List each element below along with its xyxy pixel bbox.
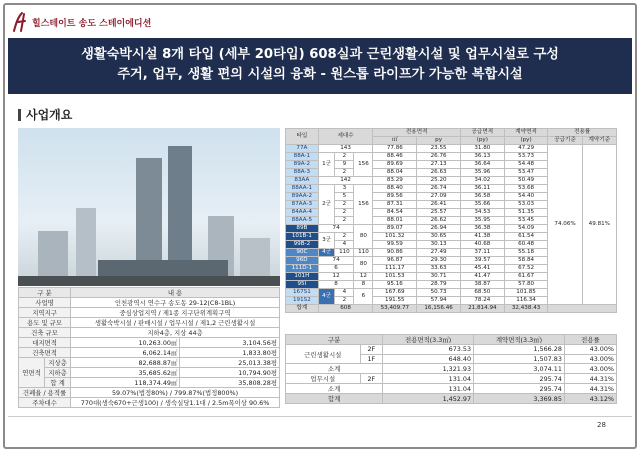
unit-type: 101H [286,273,319,281]
unit-py: 25.20 [417,177,461,185]
unit-type: 191S2 [286,297,319,305]
total-supply: 21,814.94 [460,305,504,313]
unit-contract: 61.67 [504,273,548,281]
unit-contract: 53.68 [504,185,548,193]
group-floor: 4군 [318,289,335,305]
group-sub: 156 [354,185,373,225]
excl-area: 1,321.93 [383,364,474,374]
row-label: 대지면적 [19,338,71,348]
unit-type: 88AA-1 [286,185,319,193]
unit-type: 89A-2 [286,161,319,169]
road [18,276,280,286]
unit-supply: 37.11 [460,249,504,257]
unit-type: 96D [286,257,319,265]
unit-count: 3 [335,185,354,193]
unit-type: 83AA [286,177,319,185]
unit-py: 26.41 [417,201,461,209]
subtotal-label: 소계 [286,364,383,374]
table-row [286,384,617,394]
unit-m2: 89.69 [373,161,417,169]
header-supply: 공급면적 [460,129,504,137]
unit-py: 57.94 [417,297,461,305]
unit-contract: 51.35 [504,209,548,217]
unit-count: 6 [318,265,354,273]
unit-py: 30.71 [417,273,461,281]
unit-contract: 54.40 [504,193,548,201]
unit-py: 30.65 [417,233,461,241]
group-sub: 156 [354,153,373,177]
ratio: 44.31% [564,374,616,384]
banner-line-1: 생활숙박시설 8개 타입 (세부 20타입) 608실과 근린생활시설 및 업무시설로 구성 [81,47,559,62]
row-value: 770대(생숙670+근생100) / 생숙실당1.1대 / 2.5m폭이상 90.6% [71,398,280,408]
table-row [19,308,280,318]
table-row [286,374,617,384]
row-label: 주차대수 [19,398,71,408]
unit-contract: 54.09 [504,225,548,233]
unit-count: 12 [318,273,354,281]
unit-m2: 88.46 [373,153,417,161]
ratio-contract: 49.81% [582,145,616,305]
unit-count: 9 [335,161,354,169]
logo-text: 힐스테이트 송도 스테이에디션 [32,18,152,29]
unit-py: 27.09 [417,193,461,201]
unit-type: 95I [286,281,319,289]
table-header-row [286,129,617,137]
excl-area: 1,452.97 [383,394,474,404]
unit-contract: 53.03 [504,201,548,209]
group-sub: 80 [354,257,373,273]
building-rendering [18,128,280,286]
section-heading [18,106,72,123]
row-label: 건폐율 / 용적률 [19,388,71,398]
unit-contract: 53.45 [504,217,548,225]
row-label: 건축면적 [19,348,71,358]
unit-contract: 116.34 [504,297,548,305]
unit-contract: 101.85 [504,289,548,297]
unit-m2: 99.59 [373,241,417,249]
group-sub: 110 [354,249,373,257]
table-row [19,398,280,408]
table-row [286,145,617,153]
group-floor: 3군 [318,233,335,249]
unit-supply: 35.96 [460,169,504,177]
unit-py: 26.94 [417,225,461,233]
unit-type: 167S1 [286,289,319,297]
unit-supply: 78.24 [460,297,504,305]
area-py: 1,833.80평 [180,348,280,358]
unit-count: 4 [335,289,354,297]
unit-type: 88A-1 [286,153,319,161]
floor-area-label: 연면적 [19,358,45,388]
header-contract: 계약면적(3.3㎡) [474,335,565,345]
unit-supply: 68.50 [460,289,504,297]
hillstate-logo-icon [10,11,30,33]
retail-label: 근린생활시설 [286,345,361,364]
footer-divider [8,416,632,417]
table-row [19,318,280,328]
row-value: 중심상업지역 / 제1종 지구단위계획구역 [71,308,280,318]
total-count: 608 [318,305,373,313]
unit-supply: 39.57 [460,257,504,265]
table-header-row [19,288,280,298]
unit-py: 28.79 [417,281,461,289]
unit-contract: 47.29 [504,145,548,153]
unit-supply: 41.47 [460,273,504,281]
row-value: 생활숙박시설 / 판매시설 / 업무시설 / 제1,2 근린생활시설 [71,318,280,328]
unit-count: 74 [318,257,354,265]
unit-m2: 111.17 [373,265,417,273]
total-label: 합계 [286,305,319,313]
unit-count: 2 [335,217,354,225]
row-value: 59.07%(법정80%) / 799.87%(법정800%) [71,388,280,398]
unit-type: 90C [286,249,319,257]
unit-contract: 50.49 [504,177,548,185]
unit-count: 2 [335,201,354,209]
header-contract-unit: (py) [504,137,548,145]
header-type: 타입 [286,129,319,145]
unit-supply: 35.95 [460,217,504,225]
contract-area: 3,369.85 [474,394,565,404]
ratio: 43.00% [564,354,616,364]
building-bg-2 [76,208,96,286]
row-value: 인천광역시 연수구 송도동 29-12(C8-1BL) [71,298,280,308]
unit-contract: 55.18 [504,249,548,257]
header-excl: 전용면적(3.3㎡) [383,335,474,345]
table-row [19,358,280,368]
office-label: 업무시설 [286,374,361,384]
unit-supply: 36.58 [460,193,504,201]
header-excl: 전용면적 [373,129,461,137]
table-header-cell: 내 용 [71,288,280,298]
contract-area: 1,507.83 [474,354,565,364]
header-contract: 계약면적 [504,129,548,137]
unit-m2: 101.53 [373,273,417,281]
area-m2: 118,374.49㎡ [71,378,180,388]
total-label: 합계 [286,394,383,404]
table-row [19,348,280,358]
table-row [286,345,617,355]
contract-area: 295.74 [474,374,565,384]
unit-count: 2 [335,297,354,305]
header-count: 세대수 [318,129,373,145]
group-sub: 80 [354,225,373,249]
unit-type: 88AA-5 [286,217,319,225]
unit-contract: 61.54 [504,233,548,241]
header-excl-py: py [417,137,461,145]
unit-supply: 41.38 [460,233,504,241]
unit-m2: 84.54 [373,209,417,217]
unit-contract: 60.48 [504,241,548,249]
unit-m2: 167.69 [373,289,417,297]
area-py: 35,808.28평 [180,378,280,388]
contract-area: 3,074.11 [474,364,565,374]
unit-py: 26.63 [417,169,461,177]
table-row [19,368,280,378]
unit-py: 33.63 [417,265,461,273]
unit-contract: 57.80 [504,281,548,289]
unit-contract: 67.52 [504,265,548,273]
table-row [286,364,617,374]
excl-area: 131.04 [383,384,474,394]
header-supply-unit: (py) [460,137,504,145]
title-banner [8,38,632,94]
unit-py: 23.55 [417,145,461,153]
table-total-row [286,305,617,313]
unit-contract: 54.48 [504,161,548,169]
unit-m2: 88.04 [373,169,417,177]
row-label: 지상층 [45,358,71,368]
table-row [19,378,280,388]
unit-m2: 87.31 [373,201,417,209]
table-header-row [286,335,617,345]
group-sub: 8 [354,281,373,289]
ratio: 43.00% [564,345,616,355]
unit-supply: 38.87 [460,281,504,289]
row-label: 건축 규모 [19,328,71,338]
row-label: 지하층 [45,368,71,378]
unit-m2: 88.01 [373,217,417,225]
unit-supply: 40.68 [460,241,504,249]
floor: 2F [360,374,383,384]
unit-py: 29.30 [417,257,461,265]
brand-logo [10,10,151,34]
contract-area: 1,566.28 [474,345,565,355]
unit-type: 77A [286,145,319,153]
unit-type: 87AA-3 [286,201,319,209]
unit-m2: 96.87 [373,257,417,265]
unit-type: 111D-1 [286,265,319,273]
area-m2: 10,263.00㎡ [71,338,180,348]
total-ratio [548,305,617,313]
area-m2: 35,685.62㎡ [71,368,180,378]
unit-supply: 36.38 [460,225,504,233]
unit-count: 2 [335,209,354,217]
row-label: 합 계 [45,378,71,388]
floor: 2F [360,345,383,355]
table-row [19,388,280,398]
unit-m2: 101.32 [373,233,417,241]
total-m2: 53,409.77 [373,305,417,313]
unit-type: 89AA-2 [286,193,319,201]
unit-contract: 53.47 [504,169,548,177]
excl-area: 648.40 [383,354,474,364]
unit-supply: 36.13 [460,153,504,161]
table-header-cell: 구 분 [19,288,71,298]
unit-count: 2 [335,233,354,241]
unit-type-table [285,128,617,313]
group-sub: 6 [354,289,373,305]
area-py: 10,794.90평 [180,368,280,378]
unit-supply: 34.02 [460,177,504,185]
unit-py: 26.74 [417,185,461,193]
unit-count: 142 [318,177,373,185]
unit-count: 8 [318,281,354,289]
unit-m2: 88.40 [373,185,417,193]
area-py: 25,013.38평 [180,358,280,368]
unit-m2: 83.29 [373,177,417,185]
subtotal-label: 소계 [286,384,383,394]
unit-py: 25.57 [417,209,461,217]
ratio: 44.31% [564,384,616,394]
unit-contract: 53.73 [504,153,548,161]
unit-m2: 77.86 [373,145,417,153]
unit-count: 4 [335,241,354,249]
header-ratio: 전용률 [564,335,616,345]
unit-py: 26.76 [417,153,461,161]
unit-py: 30.13 [417,241,461,249]
unit-type: 84AA-4 [286,209,319,217]
row-label: 용도 및 규모 [19,318,71,328]
contract-area: 295.74 [474,384,565,394]
area-m2: 6,062.14㎡ [71,348,180,358]
unit-count: 5 [335,193,354,201]
excl-area: 131.04 [383,374,474,384]
unit-count: 2 [335,169,354,177]
unit-count: 110 [335,249,354,257]
unit-type: 89B [286,225,319,233]
total-py: 16,156.46 [417,305,461,313]
group-sub: 12 [354,273,373,281]
table-row [19,328,280,338]
floor: 1F [360,354,383,364]
unit-py: 50.73 [417,289,461,297]
unit-py: 26.62 [417,217,461,225]
unit-contract: 58.84 [504,257,548,265]
header-ratio-supply: 공급기준 [548,137,582,145]
header-ratio-contract: 계약기준 [582,137,616,145]
unit-count: 74 [318,225,354,233]
banner-line-2: 주거, 업무, 생활 편의 시설의 융화 - 원스톱 라이프가 가능한 복합시설 [117,67,523,82]
section-bar [18,109,21,121]
group-floor: 2군 [318,185,335,225]
ratio: 43.12% [564,394,616,404]
section-title: 사업개요 [26,108,73,122]
facility-area-table [285,334,617,404]
header-ratio: 전용률 [548,129,617,137]
unit-py: 27.49 [417,249,461,257]
unit-type: 99B-2 [286,241,319,249]
group-floor: 4군 [318,249,335,257]
page-number: 28 [597,421,606,429]
unit-m2: 90.86 [373,249,417,257]
total-contract: 32,438.43 [504,305,548,313]
row-label: 지역지구 [19,308,71,318]
overview-table [18,287,280,408]
excl-area: 673.53 [383,345,474,355]
table-total-row [286,394,617,404]
area-m2: 82,688.87㎡ [71,358,180,368]
unit-supply: 36.11 [460,185,504,193]
header-excl-m2: ㎡ [373,137,417,145]
unit-m2: 95.16 [373,281,417,289]
row-value: 지하4층, 지상 44층 [71,328,280,338]
unit-count: 143 [318,145,373,153]
table-row [19,338,280,348]
unit-count: 2 [335,153,354,161]
unit-m2: 89.07 [373,225,417,233]
unit-type: 101B-1 [286,233,319,241]
unit-supply: 35.66 [460,201,504,209]
header-division: 구분 [286,335,383,345]
ratio: 43.00% [564,364,616,374]
unit-m2: 89.56 [373,193,417,201]
table-row [19,298,280,308]
row-label: 사업명 [19,298,71,308]
unit-supply: 31.80 [460,145,504,153]
unit-supply: 45.41 [460,265,504,273]
unit-m2: 191.55 [373,297,417,305]
area-py: 3,104.56평 [180,338,280,348]
group-floor: 1군 [318,153,335,177]
unit-type: 88A-3 [286,169,319,177]
unit-supply: 36.64 [460,161,504,169]
ratio-supply: 74.06% [548,145,582,305]
unit-py: 27.13 [417,161,461,169]
unit-supply: 34.53 [460,209,504,217]
